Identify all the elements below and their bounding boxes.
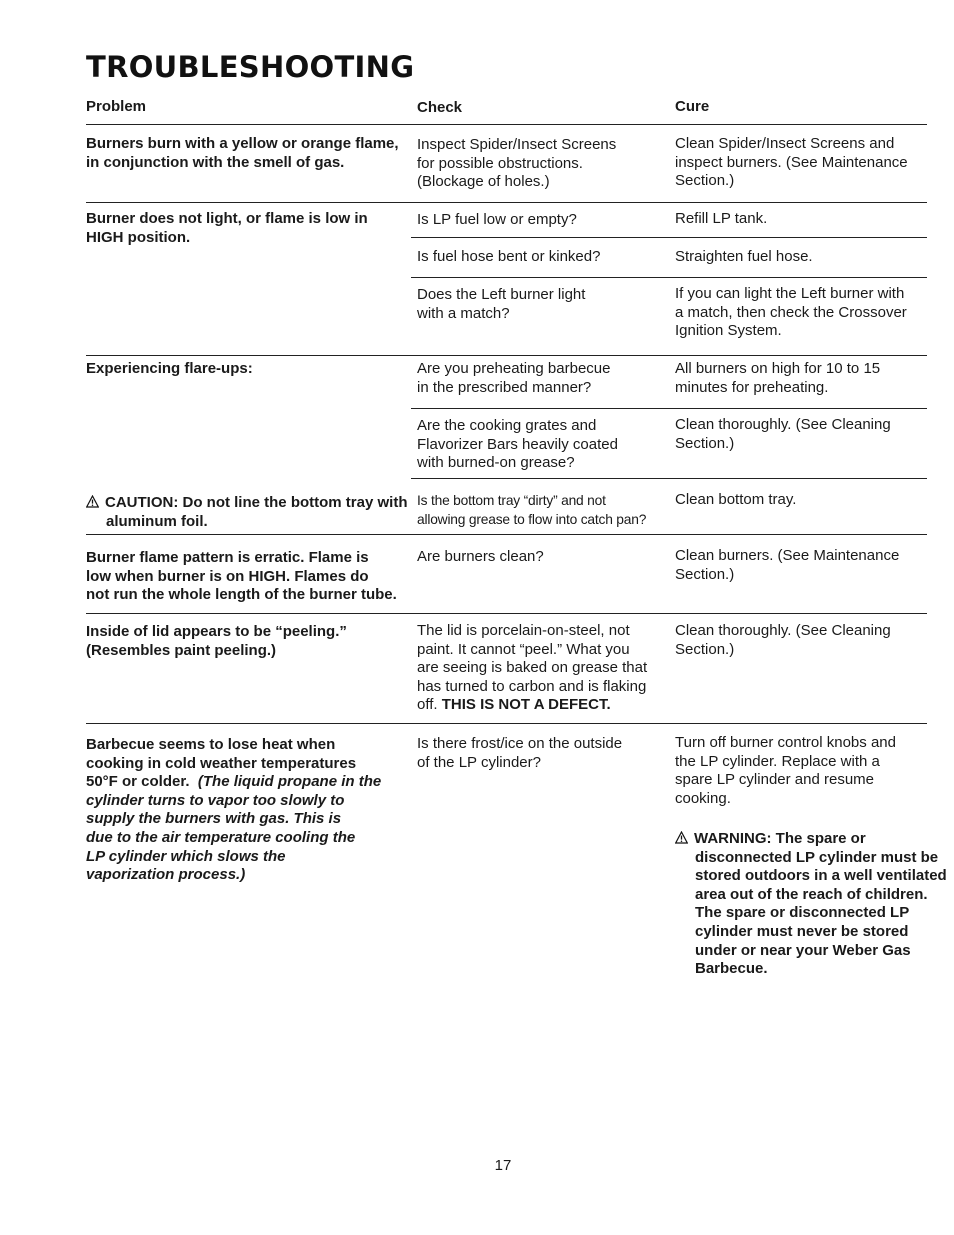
row-rule-2b bbox=[411, 277, 927, 278]
row-rule-2 bbox=[86, 355, 927, 356]
row-rule-3b bbox=[411, 478, 927, 479]
row5-cure: Clean thoroughly. (See Cleaning Section.) bbox=[675, 622, 891, 658]
row6-cure: Turn off burner control knobs and the LP cylinder. Replace with a spare LP cylinder and resume cooking. bbox=[675, 734, 896, 807]
header-rule bbox=[86, 124, 927, 125]
warning-triangle-icon bbox=[675, 831, 688, 844]
row3-check-b: Are the cooking grates and Flavorizer Bars heavily coated with burned-on grease? bbox=[417, 417, 618, 472]
row2-check-a: Is LP fuel low or empty? bbox=[417, 211, 577, 228]
row3-cure-b: Clean thoroughly. (See Cleaning Section.) bbox=[675, 416, 891, 452]
warning-triangle-icon bbox=[86, 495, 99, 508]
row3-cure-a: All burners on high for 10 to 15 minutes for preheating. bbox=[675, 360, 881, 396]
row5-check: The lid is porcelain-on-steel, not paint. It cannot “peel.” What you are seeing is baked on grease that has turned to carbon and is flaking off. THIS IS NOT A DEFECT. bbox=[417, 622, 648, 714]
row4-problem: Burner flame pattern is erratic. Flame is low when burner is on HIGH. Flames do not run the whole length of the burner tube. bbox=[86, 549, 397, 604]
row5-problem: Inside of lid appears to be “peeling.” (Resembles paint peeling.) bbox=[86, 623, 347, 659]
header-cure: Cure bbox=[675, 98, 710, 115]
row-rule-3 bbox=[86, 534, 927, 535]
row6-problem: Barbecue seems to lose heat when cooking in cold weather temperatures 50°F or colder. (The liquid propane in the cylinder turns to vapor too slowly to supply the burners with gas. This is due to the air temperature cooling the LP cylinder which slows the vaporization process.) bbox=[86, 736, 382, 884]
row2-check-b: Is fuel hose bent or kinked? bbox=[417, 248, 601, 265]
header-problem: Problem bbox=[86, 98, 147, 115]
row3-caution: CAUTION: Do not line the bottom tray with aluminum foil. bbox=[86, 494, 416, 531]
row-rule-2a bbox=[411, 237, 927, 238]
row4-check: Are burners clean? bbox=[417, 548, 544, 565]
row-rule-3a bbox=[411, 408, 927, 409]
row-rule-1 bbox=[86, 202, 927, 203]
row6-check: Is there frost/ice on the outside of the LP cylinder? bbox=[417, 735, 623, 771]
row-rule-4 bbox=[86, 613, 927, 614]
page-number: 17 bbox=[494, 1157, 512, 1174]
row3-check-a: Are you preheating barbecue in the prescribed manner? bbox=[417, 360, 611, 396]
row4-cure: Clean burners. (See Maintenance Section.) bbox=[675, 547, 900, 583]
row1-problem: Burners burn with a yellow or orange flame, in conjunction with the smell of gas. bbox=[86, 135, 399, 171]
row2-problem: Burner does not light, or flame is low in HIGH position. bbox=[86, 210, 368, 246]
row3-check-c: Is the bottom tray “dirty” and not allowing grease to flow into catch pan? bbox=[417, 493, 647, 527]
row1-cure: Clean Spider/Insect Screens and inspect burners. (See Maintenance Section.) bbox=[675, 135, 908, 190]
row6-warning: WARNING: The spare or disconnected LP cylinder must be stored outdoors in a well ventilated area out of the reach of children. The spare or disconnected LP cylinder must never be stored under or near your Weber Gas Barbecue. bbox=[675, 830, 950, 979]
row2-cure-b: Straighten fuel hose. bbox=[675, 248, 813, 265]
row-rule-5 bbox=[86, 723, 927, 724]
row1-check: Inspect Spider/Insect Screens for possible obstructions. (Blockage of holes.) bbox=[417, 136, 617, 191]
page-title: TROUBLESHOOTING bbox=[86, 50, 415, 84]
row2-cure-a: Refill LP tank. bbox=[675, 210, 768, 227]
row2-cure-c: If you can light the Left burner with a match, then check the Crossover Ignition System. bbox=[675, 285, 907, 340]
row3-cure-c: Clean bottom tray. bbox=[675, 491, 797, 508]
header-check: Check bbox=[417, 99, 463, 116]
not-a-defect-note: THIS IS NOT A DEFECT. bbox=[441, 696, 611, 714]
row3-problem: Experiencing flare-ups: bbox=[86, 360, 253, 377]
row2-check-c: Does the Left burner light with a match? bbox=[417, 286, 586, 322]
